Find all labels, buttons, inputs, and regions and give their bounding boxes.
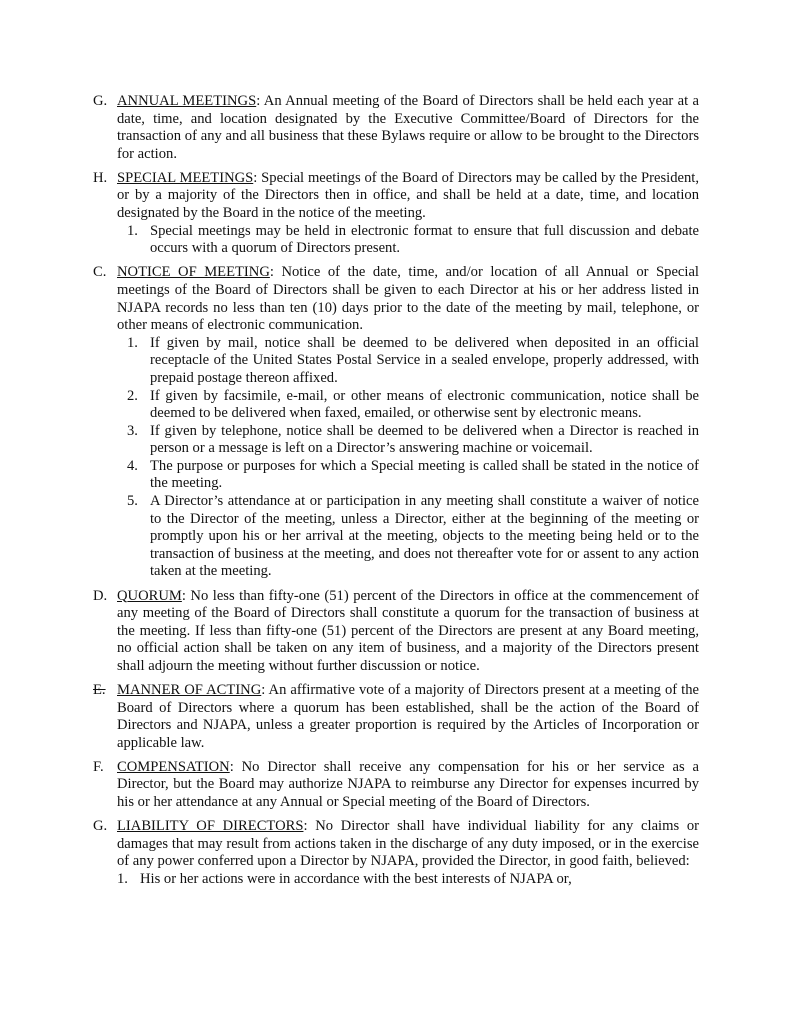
section-heading: QUORUM [117, 587, 182, 604]
list-number: 1. [127, 334, 138, 351]
section-letter: G. [93, 93, 108, 109]
section-manner-of-acting [93, 682, 699, 752]
list-number: 3. [127, 422, 138, 439]
section-body: : No Director shall receive any compensation for his or her service as a Director, but the Board may authorize NJAPA to reimburse any Director for expenses incurred by his or her attendance at any Annual or Special meeting of the Board of Directors. [117, 758, 699, 811]
list-number: 5. [127, 493, 138, 510]
section-body: : No less than fifty-one (51) percent of the Directors in office at the commencement of any meeting of the Board of Directors shall constitute a quorum for the transaction of business at the meeting. If less than fifty-one (51) percent of the Directors are present at any Board meeting, no official action shall be taken on any item of business, and a majority of the Directors present shall adjourn the meeting without further discussion or notice. [117, 587, 699, 674]
section-quorum [93, 588, 699, 676]
list-item [127, 223, 699, 258]
section-letter: D. [93, 587, 108, 604]
section-letter: C. [93, 264, 107, 281]
numbered-list [117, 871, 699, 889]
list-number: 1. [117, 870, 128, 887]
list-item [127, 388, 699, 423]
list-item-text: If given by facsimile, e-mail, or other means of electronic communication, notice shall be deemed to be delivered when faxed, emailed, or otherwise sent by electronic means. [150, 387, 699, 422]
section-body: : An affirmative vote of a majority of Directors present at a meeting of the Board of Directors where a quorum has been established, shall be the action of the Board of Directors and NJAPA, unless a greater proportion is required by the Articles of Incorporation or applicable law. [117, 682, 699, 751]
list-item [127, 423, 699, 458]
list-item-text: Special meetings may be held in electronic format to ensure that full discussion and debate occurs with a quorum of Directors present. [150, 222, 699, 257]
section-special-meetings [93, 170, 699, 258]
section-letter: G. [93, 818, 108, 835]
list-item-text: If given by telephone, notice shall be deemed to be delivered when a Director is reached in person or a message is left on a Director’s answering machine or voicemail. [150, 422, 699, 457]
section-heading: COMPENSATION [117, 758, 230, 775]
list-item [127, 335, 699, 388]
numbered-list [117, 223, 699, 258]
list-item-text: The purpose or purposes for which a Special meeting is called shall be stated in the notice of the meeting. [150, 457, 699, 492]
numbered-list [117, 335, 699, 581]
section-body: : No Director shall have individual liability for any claims or damages that may result from actions taken in the discharge of any duty imposed, or in the exercise of any power conferred upon a Director by NJAPA, provided the Director, in good faith, believed: [117, 818, 699, 870]
document-page [93, 93, 699, 895]
list-item [127, 458, 699, 493]
section-body: : Notice of the date, time, and/or location of all Annual or Special meetings of the Board of Directors shall be given to each Director at his or her address listed in NJAPA records no less than ten (10) days prior to the date of the meeting by mail, telephone, or other means of electronic communication. [117, 264, 699, 334]
section-letter-struck: E. [93, 682, 106, 698]
section-heading: ANNUAL MEETINGS [117, 93, 257, 109]
section-heading: SPECIAL MEETINGS [117, 169, 254, 186]
list-item-text: If given by mail, notice shall be deemed to be delivered when deposited in an official receptacle of the United States Postal Service in a sealed envelope, properly addressed, with prepaid postage thereon affixed. [150, 334, 699, 386]
list-number: 1. [127, 222, 138, 239]
section-body: : Special meetings of the Board of Directors may be called by the President, or by a majority of the Directors then in office, and shall be held at a date, time, and location designated by the Board in the notice of the meeting. [117, 169, 700, 222]
section-heading: MANNER OF ACTING [117, 682, 262, 698]
list-item-text: A Director’s attendance at or participation in any meeting shall constitute a waiver of notice to the Director of the meeting, unless a Director, either at the beginning of the meeting or promptly upon his or her arrival at the meeting, objects to the meeting being held or to the transaction of business at the meeting, and does not thereafter vote for or assent to any action taken at the meeting. [150, 493, 699, 580]
section-heading: NOTICE OF MEETING [117, 264, 270, 281]
list-item [127, 493, 699, 581]
list-number: 4. [127, 457, 138, 474]
section-liability-of-directors [93, 818, 699, 888]
section-letter: F. [93, 758, 104, 775]
list-item [117, 871, 699, 889]
section-notice-of-meeting [93, 264, 699, 581]
section-compensation [93, 759, 699, 812]
section-letter: H. [93, 169, 108, 186]
list-number: 2. [127, 387, 138, 404]
section-heading: LIABILITY OF DIRECTORS [117, 818, 304, 835]
section-annual-meetings [93, 93, 699, 163]
list-item-text: His or her actions were in accordance with the best interests of NJAPA or, [140, 870, 572, 887]
section-body: : An Annual meeting of the Board of Directors shall be held each year at a date, time, and location designated by the Executive Committee/Board of Directors for the transaction of any and all business that these Bylaws require or allow to be brought to the Directors for action. [117, 93, 699, 162]
